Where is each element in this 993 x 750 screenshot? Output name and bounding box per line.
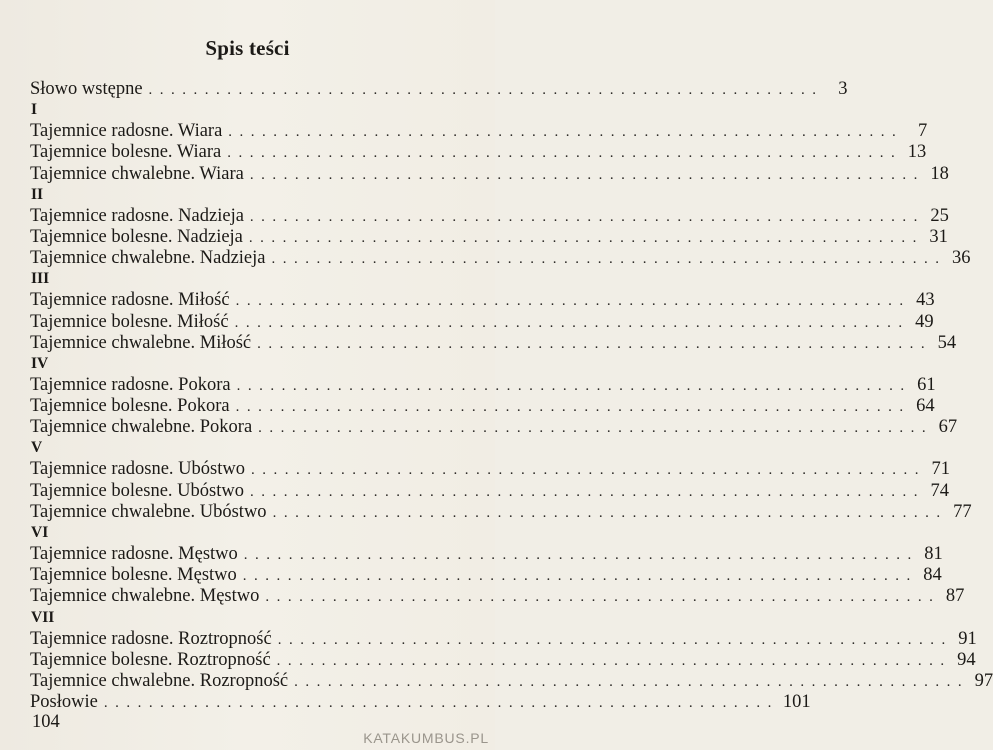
- toc-entry-label: Tajemnice bolesne. Miłość: [30, 311, 229, 332]
- toc-entry-label: Tajemnice radosne. Pokora: [30, 374, 231, 395]
- toc-entry-label: Słowo wstępne: [30, 79, 143, 99]
- dot-leader: ............................................................: [248, 229, 924, 246]
- toc-entry: [30, 374, 936, 396]
- toc-entry: [30, 205, 949, 227]
- toc-entry-page: 91: [958, 628, 977, 649]
- toc-entry: [30, 226, 948, 248]
- dot-leader: ............................................................: [227, 145, 903, 162]
- toc-entry-label: Tajemnice radosne. Męstwo: [30, 544, 238, 564]
- watermark: KATAKUMBUS.PL: [363, 730, 489, 746]
- toc-entry-page: 3: [838, 79, 848, 99]
- section-numeral: II: [31, 185, 44, 203]
- toc-entry-label: Tajemnice chwalebne. Nadzieja: [30, 248, 266, 269]
- toc-entry: [30, 480, 949, 502]
- section-numeral: VI: [31, 524, 49, 541]
- toc-entry: [30, 79, 848, 100]
- section-numeral: III: [31, 270, 50, 288]
- toc-entry: [30, 248, 971, 269]
- dot-leader: ............................................................: [103, 695, 779, 712]
- toc-entry: [30, 586, 965, 607]
- toc-entry-page: 49: [915, 311, 934, 332]
- toc-entry-page: 36: [951, 248, 971, 269]
- toc-entry-page: 18: [930, 163, 949, 184]
- toc-entry-label: Tajemnice chwalebne. Rozropność: [30, 670, 289, 691]
- toc-entry-page: 43: [916, 290, 935, 311]
- dot-leader: ............................................................: [236, 377, 912, 394]
- toc-entry: [30, 396, 935, 417]
- toc-entry-page: 31: [929, 226, 948, 247]
- toc-entry: [30, 459, 950, 480]
- dot-leader: ............................................................: [243, 547, 919, 563]
- toc-entry-label: Tajemnice chwalebne. Ubóstwo: [30, 501, 267, 522]
- dot-leader: ............................................................: [258, 420, 934, 437]
- toc-entry-page: 64: [916, 396, 935, 417]
- toc-entry-label: Tajemnice radosne. Wiara: [30, 121, 223, 142]
- toc-entry: [30, 565, 942, 586]
- section-numeral: VII: [31, 608, 55, 626]
- toc-entry-page: 13: [907, 142, 927, 163]
- toc-entry: [30, 311, 934, 333]
- section-numeral: V: [31, 439, 43, 457]
- toc-entry-label: Tajemnice radosne. Miłość: [30, 290, 230, 311]
- toc-entry: [30, 142, 927, 163]
- dot-leader: ............................................................: [277, 631, 953, 648]
- dot-leader: ............................................................: [228, 124, 904, 141]
- toc-entry: [30, 290, 935, 311]
- toc-entry-label: Tajemnice chwalebne. Męstwo: [30, 586, 260, 607]
- toc-entry: [30, 417, 958, 438]
- toc-entry-page: 25: [930, 205, 949, 226]
- section-numeral: I: [31, 101, 38, 119]
- toc-entry-page: 7: [918, 121, 928, 142]
- toc-entry: [30, 544, 943, 565]
- toc-entry-label: Tajemnice chwalebne. Miłość: [30, 332, 252, 353]
- dot-leader: ............................................................: [234, 314, 910, 331]
- table-of-contents: [30, 79, 993, 713]
- dot-leader: ............................................................: [265, 589, 941, 606]
- toc-entry: [30, 670, 993, 692]
- toc-entry-page: 101: [782, 692, 811, 713]
- toc-entry: [30, 332, 957, 354]
- toc-entry: [30, 649, 976, 671]
- dot-leader: ............................................................: [276, 652, 952, 669]
- toc-entry-label: Tajemnice radosne. Roztropność: [30, 628, 272, 649]
- toc-entry: [30, 628, 977, 650]
- toc-entry-page: 71: [931, 459, 950, 480]
- dot-leader: ............................................................: [249, 166, 925, 183]
- toc-entry-page: 74: [930, 480, 949, 501]
- page-number: 104: [32, 712, 60, 732]
- toc-entry-label: Posłowie: [30, 692, 98, 713]
- toc-entry-label: Tajemnice chwalebne. Pokora: [30, 417, 253, 438]
- dot-leader: ............................................................: [271, 251, 947, 268]
- toc-entry-label: Tajemnice bolesne. Nadzieja: [30, 226, 243, 247]
- toc-entry-label: Tajemnice bolesne. Roztropność: [30, 649, 271, 670]
- dot-leader: ............................................................: [235, 399, 911, 416]
- toc-entry-page: 61: [917, 374, 936, 395]
- toc-entry: [30, 121, 928, 142]
- toc-entry-page: 84: [923, 565, 942, 586]
- dot-leader: ............................................................: [249, 208, 925, 225]
- toc-entry-page: 54: [937, 332, 957, 353]
- toc-entry-page: 81: [924, 544, 943, 564]
- dot-leader: ............................................................: [251, 462, 926, 479]
- dot-leader: ............................................................: [148, 82, 824, 98]
- toc-entry: [30, 692, 811, 713]
- toc-entry-label: Tajemnice bolesne. Męstwo: [30, 565, 237, 586]
- dot-leader: ............................................................: [242, 568, 918, 585]
- toc-entry-label: Tajemnice bolesne. Ubóstwo: [30, 480, 244, 501]
- dot-leader: ............................................................: [294, 673, 970, 690]
- dot-leader: ............................................................: [235, 293, 911, 310]
- toc-entry-page: 77: [953, 501, 972, 522]
- toc-entry-page: 87: [945, 586, 965, 607]
- toc-entry-label: Tajemnice radosne. Ubóstwo: [30, 459, 245, 480]
- toc-entry-label: Tajemnice bolesne. Pokora: [30, 396, 230, 417]
- dot-leader: ............................................................: [272, 504, 948, 521]
- toc-entry-label: Tajemnice radosne. Nadzieja: [30, 205, 244, 226]
- toc-entry-page: 97: [974, 670, 993, 691]
- toc-entry-label: Tajemnice bolesne. Wiara: [30, 142, 222, 163]
- toc-entry-label: Tajemnice chwalebne. Wiara: [30, 163, 244, 184]
- toc-entry: [30, 163, 949, 185]
- toc-entry-page: 94: [957, 649, 976, 670]
- section-numeral: IV: [31, 354, 49, 372]
- toc-sections: [30, 101, 993, 692]
- page-title: Spis teści: [205, 36, 290, 60]
- toc-entry: [30, 501, 972, 523]
- dot-leader: ............................................................: [257, 335, 933, 352]
- toc-entry-page: 67: [938, 417, 958, 438]
- dot-leader: ............................................................: [249, 483, 925, 500]
